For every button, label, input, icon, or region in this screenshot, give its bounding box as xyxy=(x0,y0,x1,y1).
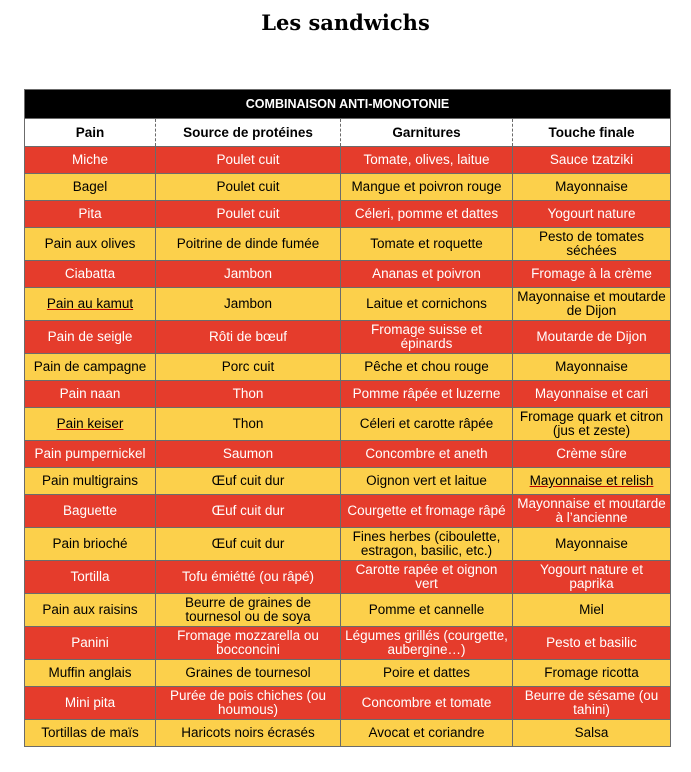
table-banner: COMBINAISON ANTI-MONOTONIE xyxy=(25,90,671,119)
cell-pain: Pain keiser xyxy=(25,408,156,441)
cell-proteine: Saumon xyxy=(156,441,341,468)
cell-touche-finale: Crème sûre xyxy=(513,441,671,468)
cell-garniture: Concombre et aneth xyxy=(341,441,513,468)
cell-touche-finale: Sauce tzatziki xyxy=(513,147,671,174)
table-row xyxy=(25,381,671,408)
table-row xyxy=(25,201,671,228)
cell-proteine: Graines de tournesol xyxy=(156,660,341,687)
cell-garniture: Ananas et poivron xyxy=(341,261,513,288)
cell-proteine: Œuf cuit dur xyxy=(156,468,341,495)
table-row xyxy=(25,354,671,381)
cell-touche-finale: Fromage ricotta xyxy=(513,660,671,687)
cell-pain: Miche xyxy=(25,147,156,174)
cell-garniture: Pomme râpée et luzerne xyxy=(341,381,513,408)
cell-proteine: Thon xyxy=(156,408,341,441)
cell-touche-finale: Pesto et basilic xyxy=(513,627,671,660)
cell-touche-finale: Yogourt nature xyxy=(513,201,671,228)
cell-garniture: Mangue et poivron rouge xyxy=(341,174,513,201)
table-row xyxy=(25,468,671,495)
cell-pain: Muffin anglais xyxy=(25,660,156,687)
cell-garniture: Laitue et cornichons xyxy=(341,288,513,321)
cell-touche-finale: Mayonnaise xyxy=(513,528,671,561)
cell-pain: Panini xyxy=(25,627,156,660)
column-header-pain: Pain xyxy=(25,119,156,147)
cell-pain: Mini pita xyxy=(25,687,156,720)
table-row xyxy=(25,261,671,288)
cell-garniture: Céleri, pomme et dattes xyxy=(341,201,513,228)
cell-pain: Ciabatta xyxy=(25,261,156,288)
column-header-proteines: Source de protéines xyxy=(156,119,341,147)
cell-proteine: Poulet cuit xyxy=(156,174,341,201)
cell-proteine: Œuf cuit dur xyxy=(156,528,341,561)
table-row xyxy=(25,561,671,594)
cell-touche-finale: Fromage quark et citron (jus et zeste) xyxy=(513,408,671,441)
cell-proteine: Fromage mozzarella ou bocconcini xyxy=(156,627,341,660)
cell-proteine: Œuf cuit dur xyxy=(156,495,341,528)
cell-garniture: Fromage suisse et épinards xyxy=(341,321,513,354)
cell-garniture: Tomate, olives, laitue xyxy=(341,147,513,174)
cell-pain: Pain au kamut xyxy=(25,288,156,321)
cell-garniture: Fines herbes (ciboulette, estragon, basilic, etc.) xyxy=(341,528,513,561)
table-row xyxy=(25,321,671,354)
cell-pain: Pain naan xyxy=(25,381,156,408)
cell-pain: Pain de seigle xyxy=(25,321,156,354)
column-header-row xyxy=(25,119,671,147)
cell-garniture: Concombre et tomate xyxy=(341,687,513,720)
cell-garniture: Carotte rapée et oignon vert xyxy=(341,561,513,594)
cell-proteine: Tofu émiétté (ou râpé) xyxy=(156,561,341,594)
cell-pain: Pain pumpernickel xyxy=(25,441,156,468)
cell-garniture: Tomate et roquette xyxy=(341,228,513,261)
cell-proteine: Purée de pois chiches (ou houmous) xyxy=(156,687,341,720)
table-body xyxy=(25,147,671,747)
combination-table xyxy=(24,89,671,747)
cell-pain: Pain aux raisins xyxy=(25,594,156,627)
table-row xyxy=(25,228,671,261)
column-header-touche-finale: Touche finale xyxy=(513,119,671,147)
cell-touche-finale: Mayonnaise et cari xyxy=(513,381,671,408)
cell-proteine: Poitrine de dinde fumée xyxy=(156,228,341,261)
table-row xyxy=(25,687,671,720)
cell-touche-finale: Yogourt nature et paprika xyxy=(513,561,671,594)
cell-touche-finale: Pesto de tomates séchées xyxy=(513,228,671,261)
cell-garniture: Oignon vert et laitue xyxy=(341,468,513,495)
cell-touche-finale: Mayonnaise xyxy=(513,354,671,381)
table-row xyxy=(25,441,671,468)
cell-pain: Pain multigrains xyxy=(25,468,156,495)
cell-garniture: Céleri et carotte râpée xyxy=(341,408,513,441)
page-title: Les sandwichs xyxy=(261,10,430,35)
cell-touche-finale: Beurre de sésame (ou tahini) xyxy=(513,687,671,720)
cell-pain: Pain brioché xyxy=(25,528,156,561)
cell-touche-finale: Mayonnaise et relish xyxy=(513,468,671,495)
table-row xyxy=(25,660,671,687)
cell-proteine: Thon xyxy=(156,381,341,408)
cell-pain: Pain de campagne xyxy=(25,354,156,381)
cell-garniture: Pêche et chou rouge xyxy=(341,354,513,381)
cell-proteine: Jambon xyxy=(156,261,341,288)
cell-pain: Bagel xyxy=(25,174,156,201)
table-row xyxy=(25,174,671,201)
cell-touche-finale: Salsa xyxy=(513,720,671,747)
cell-touche-finale: Mayonnaise et moutarde à l’ancienne xyxy=(513,495,671,528)
table-row xyxy=(25,528,671,561)
table-row xyxy=(25,288,671,321)
cell-garniture: Poire et dattes xyxy=(341,660,513,687)
cell-garniture: Pomme et cannelle xyxy=(341,594,513,627)
cell-touche-finale: Mayonnaise xyxy=(513,174,671,201)
cell-proteine: Jambon xyxy=(156,288,341,321)
cell-pain: Pita xyxy=(25,201,156,228)
cell-touche-finale: Mayonnaise et moutarde de Dijon xyxy=(513,288,671,321)
table-row xyxy=(25,594,671,627)
cell-pain: Tortilla xyxy=(25,561,156,594)
cell-proteine: Rôti de bœuf xyxy=(156,321,341,354)
column-header-garnitures: Garnitures xyxy=(341,119,513,147)
cell-proteine: Porc cuit xyxy=(156,354,341,381)
table-row xyxy=(25,495,671,528)
table-row xyxy=(25,147,671,174)
cell-touche-finale: Miel xyxy=(513,594,671,627)
cell-proteine: Beurre de graines de tournesol ou de soya xyxy=(156,594,341,627)
table-row xyxy=(25,627,671,660)
cell-garniture: Courgette et fromage râpé xyxy=(341,495,513,528)
cell-pain: Baguette xyxy=(25,495,156,528)
cell-pain: Tortillas de maïs xyxy=(25,720,156,747)
cell-proteine: Poulet cuit xyxy=(156,201,341,228)
table-row xyxy=(25,408,671,441)
cell-proteine: Haricots noirs écrasés xyxy=(156,720,341,747)
cell-touche-finale: Fromage à la crème xyxy=(513,261,671,288)
cell-proteine: Poulet cuit xyxy=(156,147,341,174)
cell-pain: Pain aux olives xyxy=(25,228,156,261)
cell-touche-finale: Moutarde de Dijon xyxy=(513,321,671,354)
table-row xyxy=(25,720,671,747)
cell-garniture: Légumes grillés (courgette, aubergine…) xyxy=(341,627,513,660)
cell-garniture: Avocat et coriandre xyxy=(341,720,513,747)
